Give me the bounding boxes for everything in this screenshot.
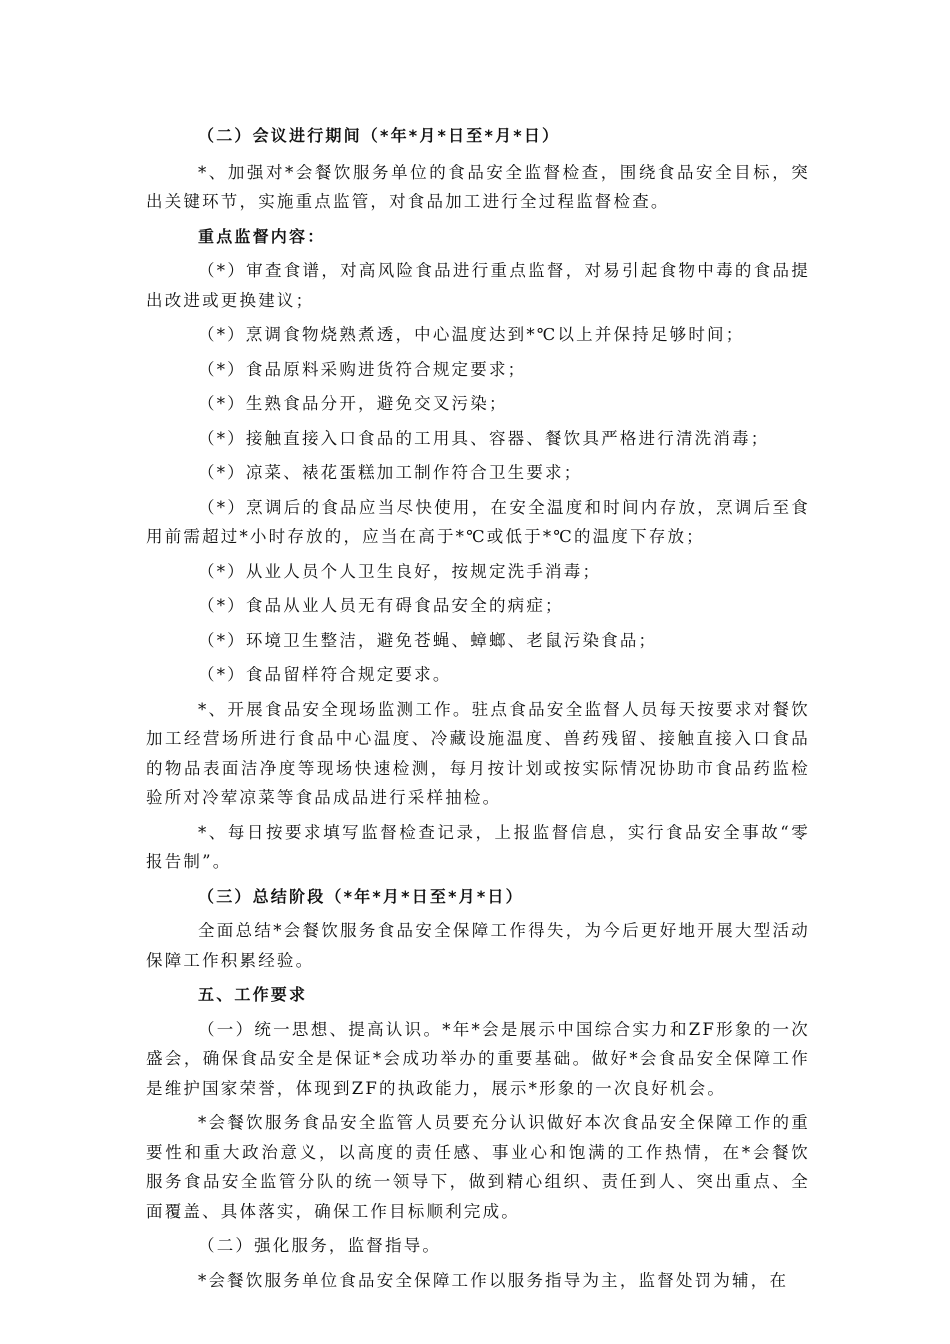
section-heading-meeting-period: （二）会议进行期间（*年*月*日至*月*日） [198, 126, 561, 145]
paragraph: *、加强对*会餐饮服务单位的食品安全监督检查，围绕食品安全目标，突出关键环节，实施重点监管，对食品加工进行全过程监督检查。 [146, 162, 810, 211]
list-item: （*）食品留样符合规定要求。 [198, 665, 452, 684]
section-heading-summary-stage: （三）总结阶段（*年*月*日至*月*日） [198, 886, 524, 906]
list-item: （*）环境卫生整洁，避免苍蝇、蟑螂、老鼠污染食品； [198, 630, 658, 650]
paragraph: *、开展食品安全现场监测工作。驻点食品安全监督人员每天按要求对餐饮加工经营场所进行食品中心温度、冷藏设施温度、兽药残留、接触直接入口食品的物品表面洁净度等现场快速检测，每月按计划或按实际情况协助市食品药监检验所对冷荤凉菜等食品成品进行采样抽检。 [146, 699, 810, 807]
list-item: （*）审查食谱，对高风险食品进行重点监督，对易引起食物中毒的食品提出改进或更换建议； [146, 261, 810, 310]
list-item: （*）食品原料采购进货符合规定要求； [198, 359, 527, 379]
paragraph: *会餐饮服务单位食品安全保障工作以服务指导为主，监督处罚为辅，在 [198, 1270, 789, 1290]
paragraph: （二）强化服务，监督指导。 [198, 1236, 442, 1255]
list-item: （*）生熟食品分开，避免交叉污染； [198, 394, 508, 413]
list-item: （*）食品从业人员无有碍食品安全的病症； [198, 596, 564, 615]
document-body [146, 121, 810, 1295]
section-heading-work-requirements: 五、工作要求 [198, 985, 308, 1004]
list-item: （*）从业人员个人卫生良好，按规定洗手消毒； [198, 561, 602, 581]
paragraph: （一）统一思想、提高认识。*年*会是展示中国综合实力和ZF形象的一次盛会，确保食品安全是保证*会成功举办的重要基础。做好*会食品安全保障工作是维护国家荣誉，体现到ZF的执政能力，展示*形象的一次良好机会。 [146, 1019, 810, 1098]
paragraph: *会餐饮服务食品安全监管人员要充分认识做好本次食品安全保障工作的重要性和重大政治意义，以高度的责任感、事业心和饱满的工作热情，在*会餐饮服务食品安全监管分队的统一领导下，做到精心组织、责任到人、突出重点、全面覆盖、具体落实，确保工作目标顺利完成。 [146, 1113, 810, 1221]
paragraph: *、每日按要求填写监督检查记录，上报监督信息，实行食品安全事故“零报告制”。 [146, 822, 810, 871]
list-item: （*）烹调食物烧熟煮透，中心温度达到*℃以上并保持足够时间； [198, 325, 745, 344]
subheading-key-supervision: 重点监督内容： [198, 226, 326, 246]
list-item: （*）烹调后的食品应当尽快使用，在安全温度和时间内存放，烹调后至食用前需超过*小时存放的，应当在高于*℃或低于*℃的温度下存放； [146, 497, 810, 546]
paragraph: 全面总结*会餐饮服务食品安全保障工作得失，为今后更好地开展大型活动保障工作积累经验。 [146, 921, 810, 970]
list-item: （*）接触直接入口食品的工用具、容器、餐饮具严格进行清洗消毒； [198, 428, 770, 448]
list-item: （*）凉菜、裱花蛋糕加工制作符合卫生要求； [198, 463, 583, 482]
